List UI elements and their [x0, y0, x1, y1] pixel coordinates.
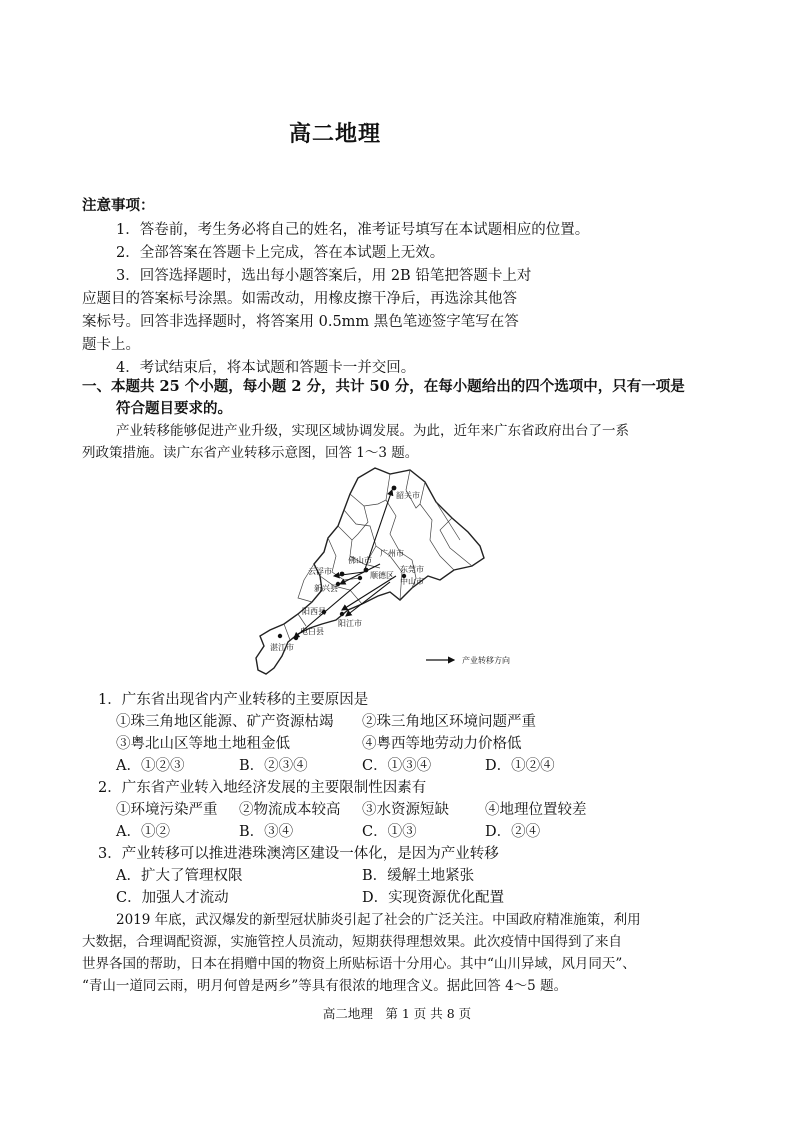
city-markers	[278, 486, 406, 641]
intro2-line-2: 大数据，合理调配资源，实施管控人员流动，短期获得理想效果。此次疫情中国得到了来自	[82, 934, 622, 950]
q1-item: ③粤北山区等地土地租金低	[116, 736, 290, 752]
q2-item: ②物流成本较高	[239, 802, 341, 818]
q1-option-a: A．①②③	[116, 758, 185, 774]
map-label: 新兴县	[314, 584, 338, 593]
notice-heading: 注意事项：	[82, 197, 155, 214]
map-label: 韶关市	[396, 491, 420, 500]
legend-label: 产业转移方向	[462, 656, 510, 665]
q3-stem: 3．产业转移可以推进港珠澳湾区建设一体化，是因为产业转移	[98, 846, 499, 862]
q2-item: ③水资源短缺	[362, 802, 449, 818]
section-heading-cont: 符合题目要求的。	[116, 400, 232, 417]
map-label: 阳西县	[302, 607, 326, 616]
q2-option-d: D．②④	[485, 824, 541, 840]
notice-line-4: 应题目的答案标号涂黑。如需改动，用橡皮擦干净后，再选涂其他答	[82, 291, 517, 307]
q2-items	[116, 798, 608, 819]
map-label: 电白县	[300, 627, 324, 636]
q2-options	[116, 820, 608, 841]
q1-items-row1	[116, 710, 608, 731]
map-label: 广州市	[380, 549, 404, 558]
q1-item: ①珠三角地区能源、矿产资源枯竭	[116, 714, 334, 730]
intro2-line-1: 2019 年底，武汉爆发的新型冠状肺炎引起了社会的广泛关注。中国政府精准施策，利用	[116, 912, 641, 928]
map-label: 阳江市	[338, 619, 362, 628]
map-label: 佛山市	[348, 556, 372, 565]
section-heading: 一、本题共 25 个小题，每小题 2 分，共计 50 分，在每小题给出的四个选项中，只有一项是	[82, 378, 685, 395]
page-title: 高二地理	[288, 121, 381, 147]
intro1-line-1: 产业转移能够促进产业升级，实现区域协调发展。为此，近年来广东省政府出台了一系	[116, 423, 629, 439]
q2-option-b: B．③④	[239, 824, 294, 840]
q2-item: ①环境污染严重	[116, 802, 218, 818]
q1-option-d: D．①②④	[485, 758, 555, 774]
intro1-line-2: 列政策措施。读广东省产业转移示意图，回答 1～3 题。	[82, 445, 419, 461]
q3-option-d: D．实现资源优化配置	[362, 890, 505, 906]
q1-item: ②珠三角地区环境问题严重	[362, 714, 536, 730]
q3-option-a: A．扩大了管理权限	[116, 868, 243, 884]
q3-options-row1	[116, 864, 608, 885]
q2-option-a: A．①②	[116, 824, 170, 840]
q3-options-row2	[116, 886, 608, 907]
notice-line-1: 1．答卷前，考生务必将自己的姓名，准考证号填写在本试题相应的位置。	[116, 222, 590, 238]
map-legend	[426, 655, 510, 665]
guangdong-industry-transfer-map	[240, 460, 510, 682]
notice-line-6: 题卡上。	[82, 337, 140, 353]
city-labels	[270, 490, 424, 652]
notice-line-2: 2．全部答案在答题卡上完成，答在本试题上无效。	[116, 245, 445, 261]
q1-items-row2	[116, 732, 608, 753]
intro2-line-4: “青山一道同云雨，明月何曾是两乡”等具有很浓的地理含义。据此回答 4～5 题。	[82, 978, 568, 994]
notice-line-3: 3．回答选择题时，选出每小题答案后，用 2B 铅笔把答题卡上对	[116, 268, 532, 284]
page-footer: 高二地理 第 1 页 共 8 页	[322, 1006, 472, 1021]
q3-option-c: C．加强人才流动	[116, 890, 229, 906]
notice-line-7: 4．考试结束后，将本试题和答题卡一并交回。	[116, 360, 416, 376]
q1-option-c: C．①③④	[362, 758, 432, 774]
q1-item: ④粤西等地劳动力价格低	[362, 736, 522, 752]
q2-item: ④地理位置较差	[485, 802, 587, 818]
map-label: 云浮市	[308, 567, 332, 576]
q3-option-b: B．缓解土地紧张	[362, 868, 475, 884]
notice-line-5: 案标号。回答非选择题时，将答案用 0.5mm 黑色笔迹签字笔写在答	[82, 314, 519, 330]
q2-stem: 2．广东省产业转入地经济发展的主要限制性因素有	[98, 780, 427, 796]
map-label: 中山市	[400, 577, 424, 586]
q1-stem: 1．广东省出现省内产业转移的主要原因是	[98, 692, 369, 708]
q2-option-c: C．①③	[362, 824, 417, 840]
map-label: 东莞市	[400, 565, 424, 574]
map-label: 湛江市	[270, 643, 294, 652]
intro2-line-3: 世界各国的帮助，日本在捐赠中国的物资上所贴标语十分用心。其中“山川异域，风月同天”、	[82, 956, 636, 972]
map-label: 顺德区	[370, 571, 394, 580]
q1-option-b: B．②③④	[239, 758, 308, 774]
q1-options	[116, 754, 608, 775]
